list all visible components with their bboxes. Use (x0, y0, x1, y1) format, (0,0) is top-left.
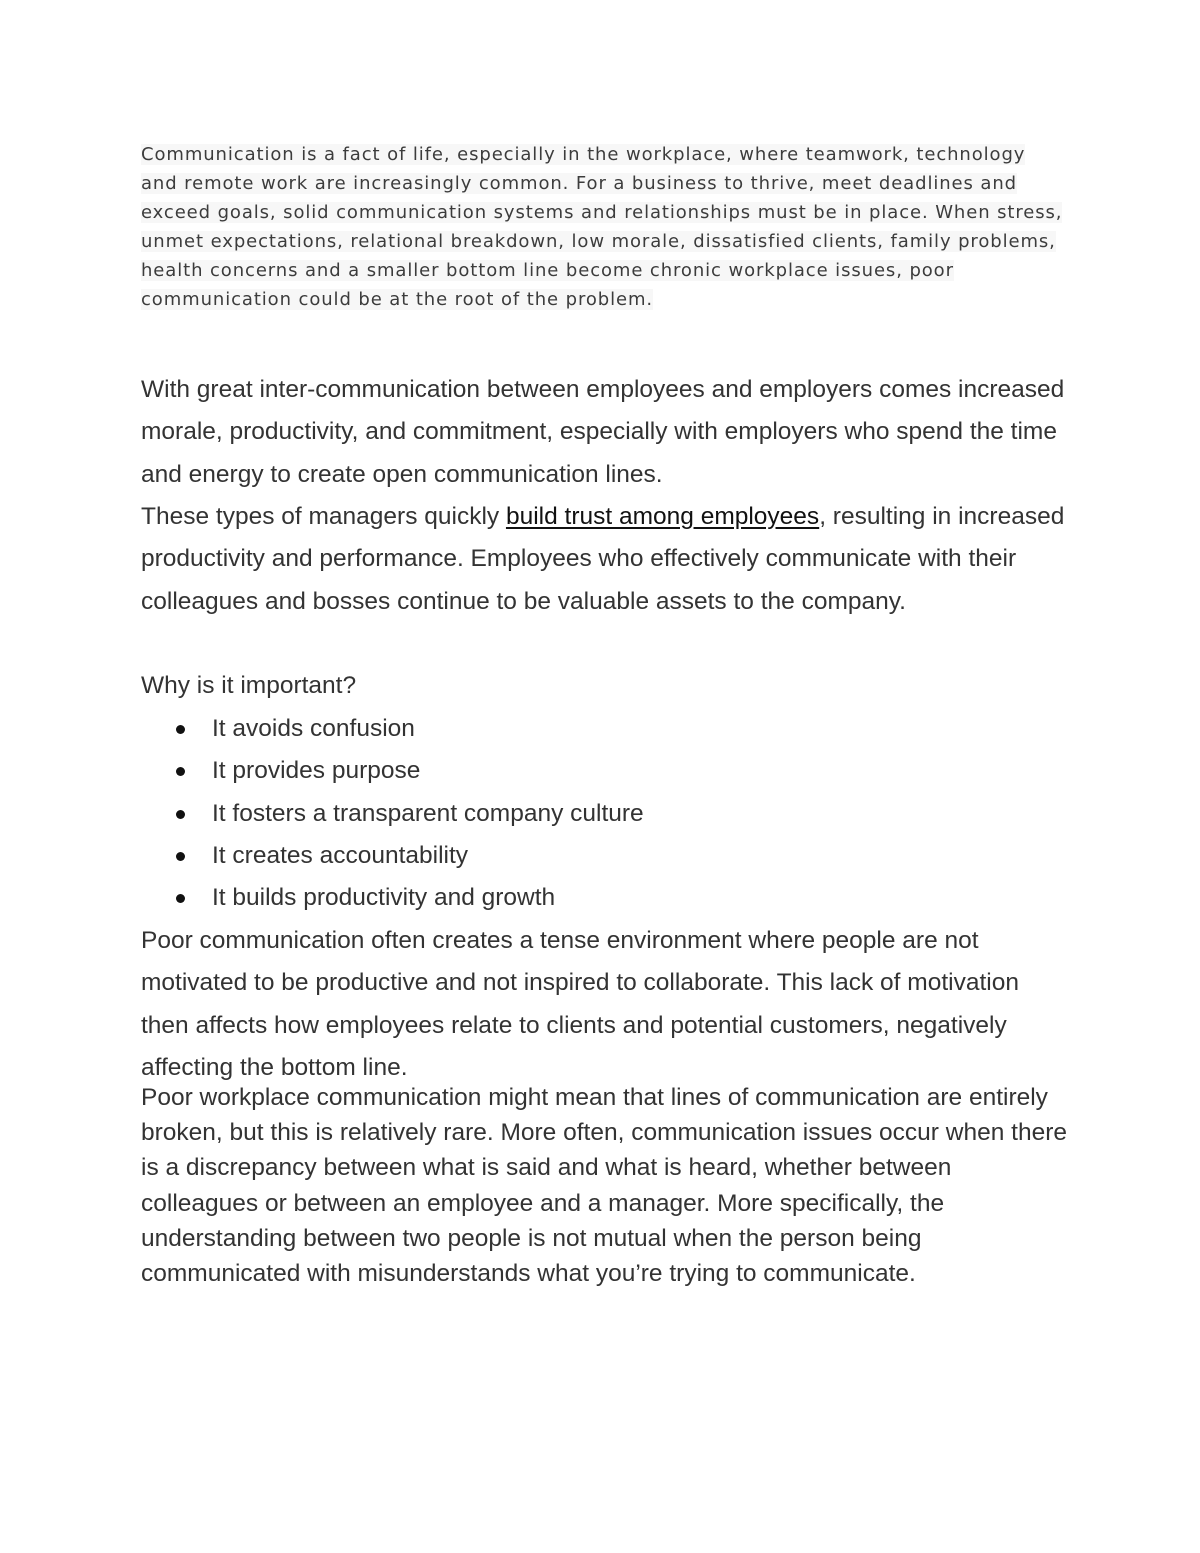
managers-paragraph (141, 496, 1071, 623)
list-item-label: It builds productivity and growth (212, 884, 556, 912)
managers-paragraph-lead: These types of managers quickly (141, 503, 506, 530)
list-item (141, 877, 644, 919)
bullet-icon (176, 725, 185, 734)
workplace-communication-paragraph: Poor workplace communication might mean that lines of communication are entirely broken, but this is relatively rare. More often, communication issues occur when there is a discrepancy between what is said and what is heard, whether between colleagues or between an employee and a manager. More specifically, the understanding between two people is not mutual when the person being communicated with misunderstands what you’re trying to communicate. (141, 1084, 1067, 1288)
poor-communication-paragraph: Poor communication often creates a tense environment where people are not motivated to be productive and not inspired to collaborate. This lack of motivation then affects how employees relate to clients and potential customers, negatively affecting the bottom line. (141, 927, 1019, 1081)
list-item-label: It fosters a transparent company culture (212, 799, 644, 827)
intro-paragraph-text: Communication is a fact of life, especially in the workplace, where teamwork, technology and remote work are increasingly common. For a business to thrive, meet deadlines and exceed goals, solid communication systems and relationships must be in place. When stress, unmet expectations, relational breakdown, low morale, dissatisfied clients, family problems, health concerns and a smaller bottom line become chronic workplace issues, poor communication could be at the root of the problem. (141, 144, 1063, 310)
reasons-list (141, 708, 644, 919)
list-item (141, 750, 644, 792)
managers-paragraph-rest: , resulting in increased productivity and performance. Employees who effectively communicate with their colleagues and bosses continue to be valuable assets to the company. (141, 503, 1065, 615)
intro-paragraph (141, 140, 1066, 314)
bullet-icon (176, 767, 185, 776)
bullet-icon (176, 852, 185, 861)
importance-question: Why is it important? (141, 672, 357, 699)
bullet-icon (176, 894, 185, 903)
list-item (141, 835, 644, 877)
build-trust-link[interactable]: build trust among employees (505, 503, 820, 530)
list-item-label: It creates accountability (212, 841, 469, 869)
bullet-icon (176, 810, 185, 819)
benefits-paragraph: With great inter-communication between employees and employers comes increased morale, productivity, and commitment, especially with employers who spend the time and energy to create open communication lines. (141, 376, 1065, 488)
list-item (141, 708, 644, 750)
list-item-label: It provides purpose (212, 757, 421, 785)
list-item-label: It avoids confusion (212, 715, 415, 742)
list-item (141, 793, 644, 835)
